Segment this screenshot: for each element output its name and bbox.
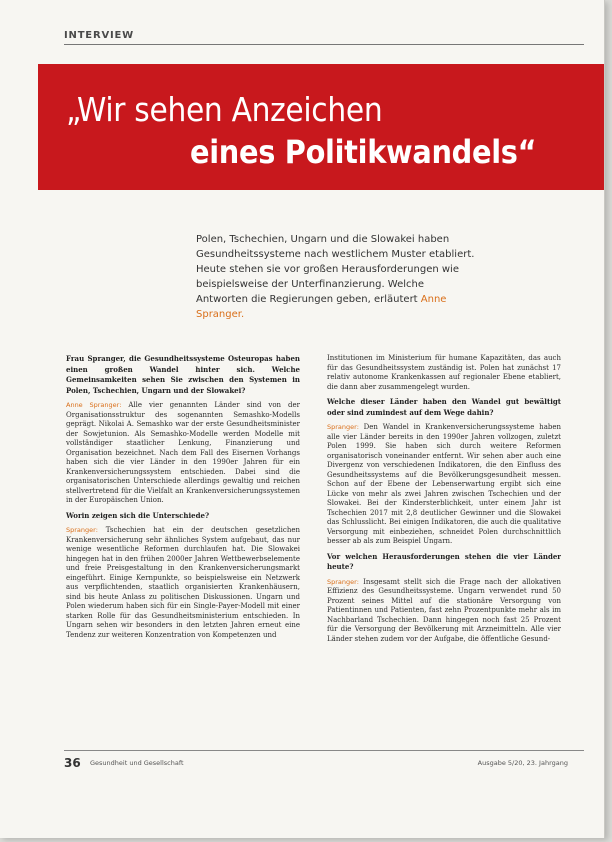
answer-3: Den Wandel in Krankenversicherungssysteme haben alle vier Länder bereits in den 1990er Jahren vollzogen, zuletzt Polen 1999. Sie haben sich durch weitere Reformen organisatorisch voneinander entfernt. Wir sehen aber auch eine Divergenz von verschiedenen Indikatoren, die den Einfluss des Gesundheitssystems auf die Bevölkerungsgesundheit messen. Schon auf der Ebene der Lebenserwartung ergibt sich eine Lücke von mehr als zwei Jahren zwischen Tschechien und der Slowakei. Bei der Kindersterblichkeit, unter einem Jahr ist Tschechien 2017 mit 2,8 deutlicher Gewinner und die Slowakei das Schlusslicht. Bei einigen Indikatoren, die auch die qualitative Versorgung mit einbeziehen, schneidet Polen durchschnittlich besser ab als zum Beispiel Ungarn.	[327, 423, 561, 545]
speaker-label: Spranger:	[327, 577, 359, 586]
headline-line-2: eines Politikwandels“	[190, 133, 537, 171]
speaker-label: Anne Spranger:	[66, 401, 122, 409]
text-column-right	[327, 354, 561, 649]
speaker-label: Spranger:	[327, 423, 359, 431]
answer-1: Alle vier genannten Länder sind von der Organisationsstruktur des sogenannten Semashko-Modells geprägt. Nikolai A. Semashko war der erste Gesundheitsminister der Sowjetunion. Als Semashko-Modelle werden Modelle mit vollständiger staatlicher Lenkung, Finanzierung und Organisation bezeichnet. Nach dem Fall des Eisernen Vorhangs haben sich die vier Länder in den 1990er Jahren für ein Krankenversicherungssystem entschieden. Dabei sind die organisatorischen Unterschiede allerdings gewaltig und reichen stellvertretend für die Vielfalt an Krankenversicherungssystemen in der Europäischen Union.	[66, 401, 300, 504]
answer-continued: Institutionen im Ministerium für humane Kapazitäten, das auch für das Gesundheitssystem zuständig ist. Polen hat zunächst 17 relativ autonome Krankenkassen auf regionaler Ebene etabliert, die dann aber zusammengelegt wurden.	[327, 354, 561, 391]
lead-author: Anne Spranger.	[196, 294, 447, 320]
lead-paragraph	[196, 232, 476, 322]
answer-4: Insgesamt stellt sich die Frage nach der allokativen Effizienz des Gesundheitssysteme. Ungarn verwendet rund 50 Prozent seines Mittel auf die stationäre Versorgung von Patientinnen und Patienten, fast zehn Prozentpunkte mehr als im Nachbarland Tschechien. Dann hingegen noch fast 25 Prozent für die Versorgung der Bevölkerung mit Arzneimitteln. Alle vier Länder stehen zudem vor der Aufgabe, die öffentliche Gesund-	[327, 577, 561, 643]
answer-2: Tschechien hat ein der deutschen gesetzlichen Krankenversicherung sehr ähnliches System aufgebaut, das nur wenige wesentliche Reformen durchlaufen hat. Die Slowakei hingegen hat in den frühen 2000er Jahren Wettbewerbselemente und freie Preisgestaltung in den Krankenversicherungsmarkt eingeführt. Einige Kernpunkte, so beispielsweise ein Netzwerk aus verpflichtenden, staatlich organisierten Krankenhäusern, sind bis heute Anlass zu politischen Diskussionen. Ungarn und Polen wiederum haben sich für ein Single-Payer-Modell mit einer starken Rolle für das Gesundheitsministerium entschieden. In Ungarn sehen wir besonders in den letzten Jahren erneut eine Tendenz zur weiteren Konzentration von Kompetenzen und	[66, 526, 300, 639]
page-number: 36	[64, 756, 81, 770]
question-2: Worin zeigen sich die Unterschiede?	[66, 510, 210, 520]
section-label: INTERVIEW	[64, 30, 134, 41]
text-column-left	[66, 354, 300, 645]
magazine-name: Gesundheit und Gesellschaft	[90, 759, 184, 767]
issue-info: Ausgabe 5/20, 23. Jahrgang	[477, 759, 568, 767]
question-4: Vor welchen Herausforderungen stehen die vier Länder heute?	[327, 551, 561, 571]
footer-rule	[64, 750, 584, 751]
speaker-label: Spranger:	[66, 526, 98, 534]
question-3: Welche dieser Länder haben den Wandel gut bewältigt oder sind zumindest auf dem Wege dahin?	[327, 397, 561, 417]
lead-text: Polen, Tschechien, Ungarn und die Slowakei haben Gesundheitssysteme nach westlichem Muster etabliert. Heute stehen sie vor großen Herausforderungen wie beispielsweise der Unterfinanzierung. Welche Antworten die Regierungen geben, erläutert	[196, 234, 475, 305]
headline-line-1: „Wir sehen Anzeichen	[66, 90, 383, 129]
question-1: Frau Spranger, die Gesundheitssysteme Osteuropas haben einen großen Wandel hinter sich. Welche Gemeinsamkeiten sehen Sie zwischen den Systemen in Polen, Tschechien, Ungarn und der Slowakei?	[66, 354, 300, 395]
section-rule	[64, 44, 584, 45]
